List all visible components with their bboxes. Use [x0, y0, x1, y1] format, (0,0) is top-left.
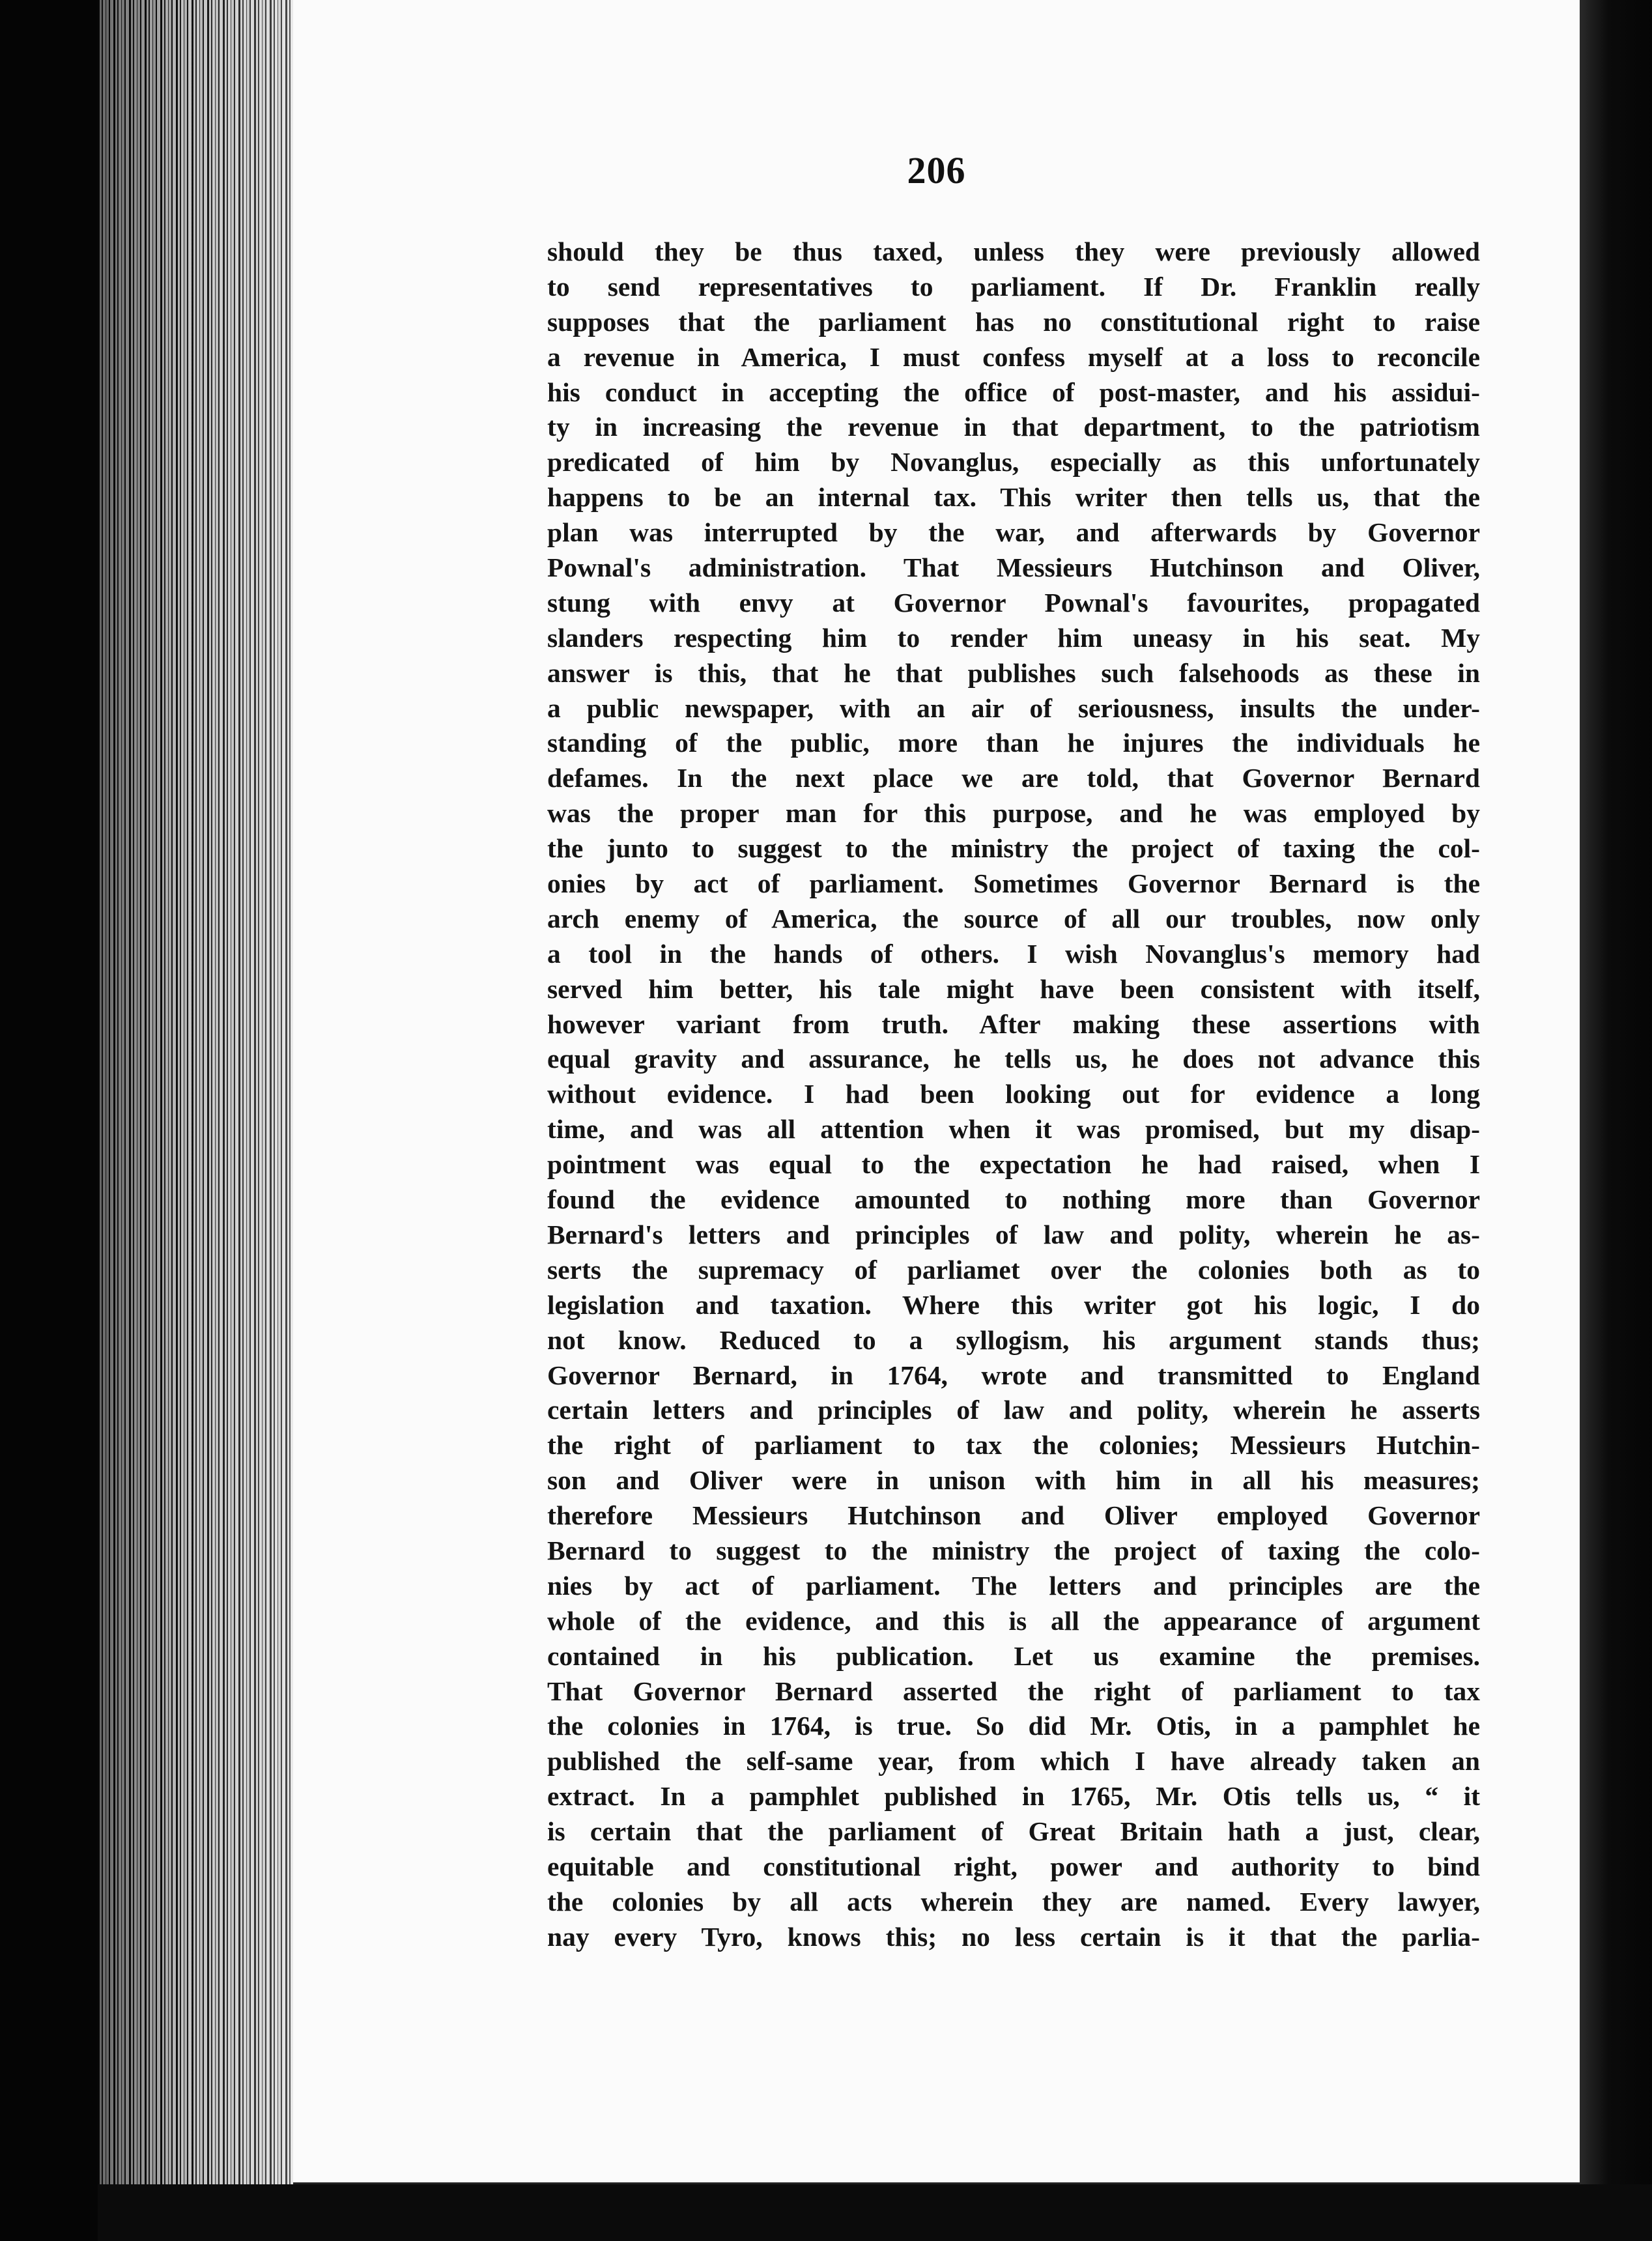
text-line: not know. Reduced to a syllogism, his argument stands thus; — [547, 1324, 1480, 1355]
text-line: pointment was equal to the expectation he had raised, when I — [547, 1149, 1480, 1180]
text-line: should they be thus taxed, unless they were previously allowed — [547, 236, 1480, 266]
page-number: 206 — [907, 149, 966, 192]
text-line: contained in his publication. Let us examine the premises. — [547, 1640, 1480, 1671]
text-line: therefore Messieurs Hutchinson and Oliver employed Governor — [547, 1500, 1480, 1531]
text-line: without evidence. I had been looking out for evidence a long — [547, 1079, 1480, 1109]
scanner-right-margin — [1580, 0, 1652, 2241]
text-line: a public newspaper, with an air of seriousness, insults the under- — [547, 692, 1480, 723]
text-line: ty in increasing the revenue in that department, to the patriotism — [547, 412, 1480, 442]
scanner-bottom-margin — [98, 2184, 1652, 2241]
text-line: equal gravity and assurance, he tells us, he does not advance this — [547, 1044, 1480, 1074]
text-line: whole of the evidence, and this is all the appearance of argument — [547, 1605, 1480, 1636]
text-line: onies by act of parliament. Sometimes Governor Bernard is the — [547, 868, 1480, 899]
text-line: defames. In the next place we are told, that Governor Bernard — [547, 763, 1480, 793]
text-line: arch enemy of America, the source of all our troubles, now only — [547, 903, 1480, 934]
text-line: nay every Tyro, knows this; no less certain is it that the parlia- — [547, 1921, 1480, 1952]
text-line: his conduct in accepting the office of post-master, and his assidui- — [547, 377, 1480, 407]
text-line: Bernard's letters and principles of law and polity, wherein he as- — [547, 1219, 1480, 1249]
text-line: however variant from truth. After making these assertions with — [547, 1008, 1480, 1039]
text-line: equitable and constitutional right, power and authority to bind — [547, 1851, 1480, 1881]
text-line: a revenue in America, I must confess myself at a loss to reconcile — [547, 341, 1480, 372]
text-line: time, and was all attention when it was promised, but my disap- — [547, 1114, 1480, 1145]
text-line: standing of the public, more than he injures the individuals he — [547, 728, 1480, 758]
text-line: the colonies by all acts wherein they are named. Every lawyer, — [547, 1886, 1480, 1917]
body-text — [547, 235, 1480, 1955]
text-line: slanders respecting him to render him uneasy in his seat. My — [547, 622, 1480, 653]
text-line: a tool in the hands of others. I wish Novanglus's memory had — [547, 938, 1480, 969]
text-line: happens to be an internal tax. This writer then tells us, that the — [547, 482, 1480, 513]
book-page-edges — [98, 0, 293, 2241]
text-line: stung with envy at Governor Pownal's favourites, propagated — [547, 587, 1480, 618]
text-line: predicated of him by Novanglus, especially as this unfortunately — [547, 447, 1480, 478]
scanner-left-margin — [0, 0, 98, 2241]
text-line: plan was interrupted by the war, and afterwards by Governor — [547, 517, 1480, 548]
text-line: found the evidence amounted to nothing more than Governor — [547, 1184, 1480, 1215]
text-line: answer is this, that he that publishes such falsehoods as these in — [547, 657, 1480, 688]
text-line: That Governor Bernard asserted the right of parliament to tax — [547, 1676, 1480, 1706]
text-line: serts the supremacy of parliamet over the colonies both as to — [547, 1254, 1480, 1285]
text-line: son and Oliver were in unison with him in all his measures; — [547, 1465, 1480, 1496]
text-line: served him better, his tale might have been consistent with itself, — [547, 973, 1480, 1004]
text-line: published the self-same year, from which I have already taken an — [547, 1746, 1480, 1777]
text-line: Bernard to suggest to the ministry the project of taxing the colo- — [547, 1535, 1480, 1565]
text-line: the colonies in 1764, is true. So did Mr. Otis, in a pamphlet he — [547, 1711, 1480, 1741]
text-line: Governor Bernard, in 1764, wrote and transmitted to England — [547, 1360, 1480, 1390]
text-line: Pownal's administration. That Messieurs Hutchinson and Oliver, — [547, 552, 1480, 583]
text-line: certain letters and principles of law and polity, wherein he asserts — [547, 1395, 1480, 1425]
text-line: to send representatives to parliament. If Dr. Franklin really — [547, 271, 1480, 302]
text-line: legislation and taxation. Where this writer got his logic, I do — [547, 1289, 1480, 1320]
text-line: was the proper man for this purpose, and he was employed by — [547, 798, 1480, 829]
text-line: supposes that the parliament has no constitutional right to raise — [547, 306, 1480, 337]
text-line: extract. In a pamphlet published in 1765, Mr. Otis tells us, “ it — [547, 1781, 1480, 1812]
text-line: nies by act of parliament. The letters and principles are the — [547, 1570, 1480, 1601]
text-line: the right of parliament to tax the colonies; Messieurs Hutchin- — [547, 1430, 1480, 1461]
text-line: is certain that the parliament of Great Britain hath a just, clear, — [547, 1816, 1480, 1847]
text-line: the junto to suggest to the ministry the project of taxing the col- — [547, 833, 1480, 864]
